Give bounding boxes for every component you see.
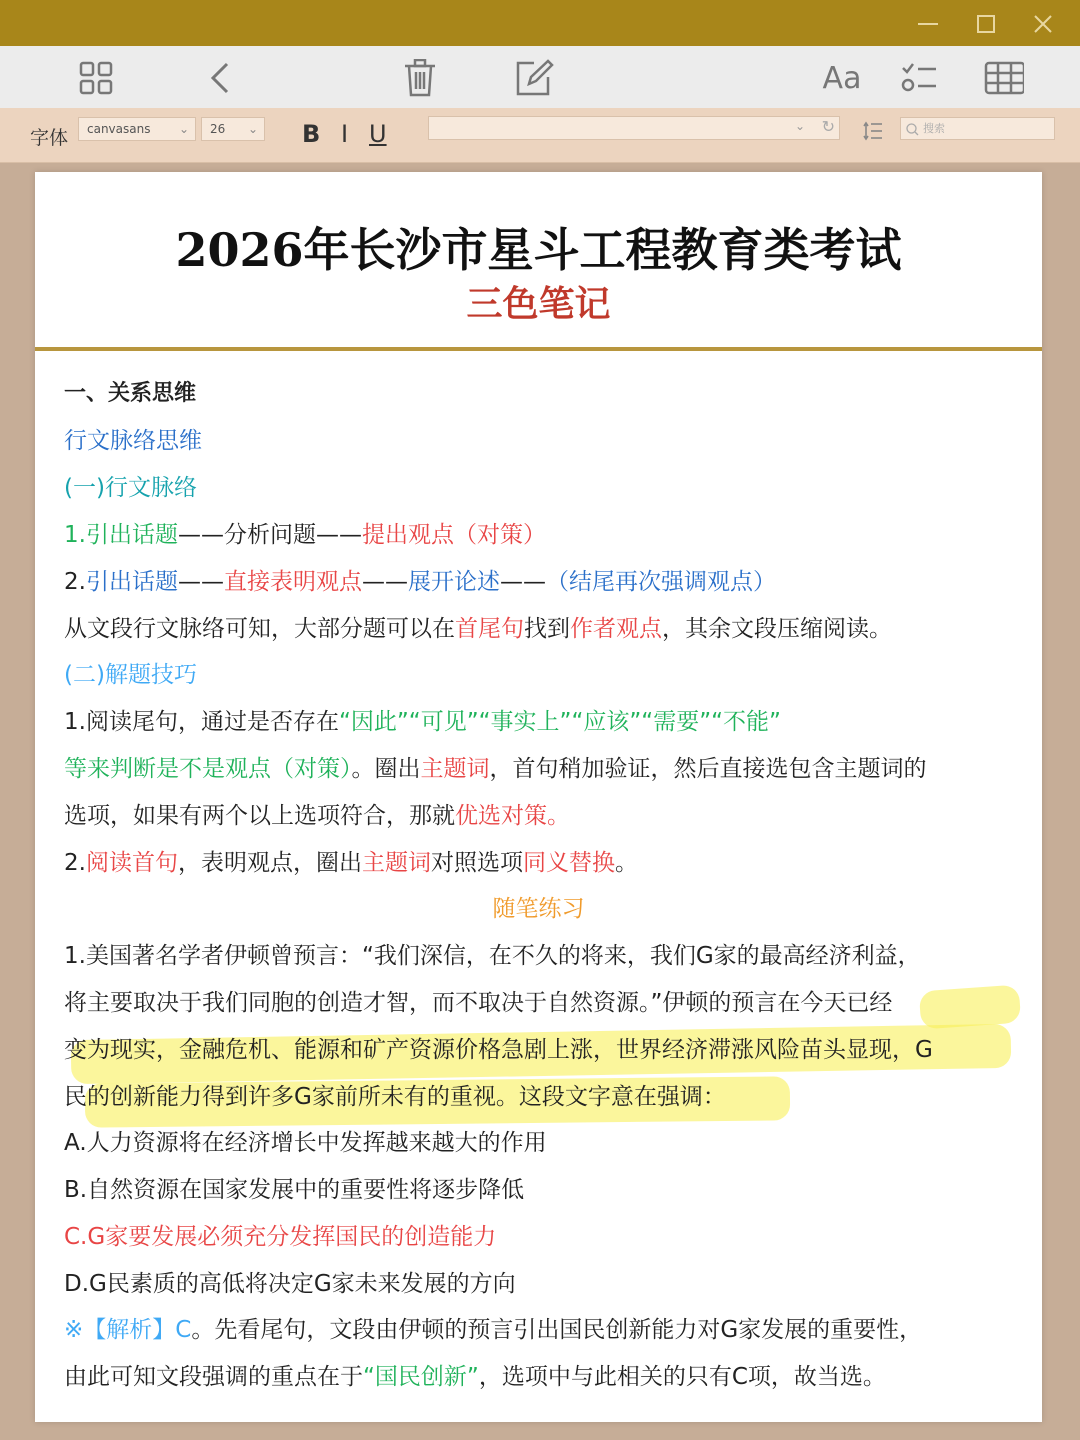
topic-heading: 行文脉络思维 — [64, 428, 202, 454]
text-span: —— — [361, 569, 408, 595]
search-placeholder: 搜索 — [923, 122, 945, 135]
tip-line-4 — [64, 847, 638, 879]
main-toolbar — [0, 46, 1080, 108]
table-icon[interactable] — [984, 58, 1024, 98]
document-subtitle: 三色笔记 — [466, 283, 611, 325]
document-page[interactable] — [35, 172, 1042, 1422]
text-span: —— — [177, 569, 224, 595]
highlight-mark — [919, 985, 1021, 1030]
section-heading: 一、关系思维 — [64, 381, 197, 406]
text-span: ——分析问题—— — [177, 522, 362, 548]
text-span: 。 — [614, 850, 638, 876]
text-span: （结尾再次强调观点） — [545, 569, 776, 595]
question-line-3: 变为现实，金融危机、能源和矿产资源价格急剧上涨，世界经济滞涨风险苗头显现，G — [64, 1037, 933, 1063]
line-spacing-icon[interactable] — [862, 120, 884, 146]
refresh-icon[interactable]: ↻ — [821, 117, 835, 136]
search-input[interactable] — [900, 117, 1055, 140]
text-span: 引出话题 — [85, 569, 178, 595]
text-span: 优选对策。 — [455, 803, 570, 829]
question-line-2: 将主要取决于我们同胞的创造才智，而不取决于自然资源。”伊顿的预言在今天已经 — [64, 990, 893, 1016]
edit-icon[interactable] — [514, 58, 554, 98]
minimize-icon[interactable] — [912, 8, 944, 40]
text-span: 展开论述 — [407, 569, 500, 595]
text-span: 。圈出 — [351, 756, 421, 782]
text-span: 。先看尾句，文段由伊顿的预言引出国民创新能力对G家发展的重要性， — [191, 1317, 923, 1343]
font-size-select[interactable] — [201, 117, 265, 141]
text-span: 找到 — [524, 616, 570, 642]
italic-button[interactable]: I — [341, 120, 349, 148]
subsection-heading: (二)解题技巧 — [64, 662, 197, 688]
text-span: ，表明观点，圈出 — [177, 850, 362, 876]
tip-line-3 — [64, 800, 570, 832]
question-line-1: 1.美国著名学者伊顿曾预言：“我们深信，在不久的将来，我们G家的最高经济利益， — [64, 943, 921, 969]
text-span: 主题词 — [361, 850, 431, 876]
option-d: D.G民素质的高低将决定G家未来发展的方向 — [64, 1271, 516, 1297]
text-span: 对照选项 — [430, 850, 523, 876]
text-span: 同义替换 — [522, 850, 615, 876]
text-span: —— — [499, 569, 546, 595]
back-chevron-icon[interactable] — [200, 58, 240, 98]
font-family-select[interactable] — [78, 117, 196, 141]
font-family-value: canvasans — [87, 122, 151, 136]
practice-heading: 随笔练习 — [492, 896, 585, 922]
text-span: ，首句稍加验证，然后直接选包含主题词的 — [489, 756, 927, 782]
outline-line-2 — [64, 566, 776, 598]
text-span: 首尾句 — [455, 616, 524, 642]
text-span: ，其余文段压缩阅读。 — [662, 616, 892, 642]
text-span: 主题词 — [420, 756, 490, 782]
text-span: 等来判断是不是观点（对策） — [64, 756, 352, 782]
title-divider — [35, 347, 1042, 351]
tip-line-1 — [64, 706, 781, 738]
option-a: A.人力资源将在经济增长中发挥越来越大的作用 — [64, 1130, 547, 1156]
explanation-line-1 — [64, 1314, 922, 1346]
font-label: 字体 — [30, 127, 69, 149]
text-span: 直接表明观点 — [223, 569, 362, 595]
maximize-icon[interactable] — [970, 8, 1002, 40]
text-span: 从文段行文脉络可知，大部分题可以在 — [64, 616, 455, 642]
text-span: “因此”“可见”“事实上”“应该”“需要”“不能” — [338, 709, 781, 735]
close-icon[interactable] — [1027, 8, 1059, 40]
text-span: 选项，如果有两个以上选项符合，那就 — [64, 803, 455, 829]
explanation-line-2 — [64, 1361, 886, 1393]
text-span: ，选项中与此相关的只有C项，故当选。 — [478, 1364, 886, 1390]
text-span: “国民创新” — [363, 1364, 479, 1390]
outline-line-3 — [64, 613, 892, 645]
text-span: 1.引出话题 — [64, 522, 178, 548]
outline-line-1 — [64, 519, 546, 551]
checklist-icon[interactable] — [899, 58, 939, 98]
option-b: B.自然资源在国家发展中的重要性将逐步降低 — [64, 1177, 525, 1203]
trash-icon[interactable] — [400, 58, 440, 98]
subsection-heading: (一)行文脉络 — [64, 475, 197, 501]
text-span: 由此可知文段强调的重点在于 — [64, 1364, 363, 1390]
style-combo-input[interactable] — [428, 116, 840, 140]
grid-icon[interactable] — [76, 58, 116, 98]
text-span: 2. — [64, 569, 86, 595]
chevron-down-icon: ⌄ — [178, 122, 189, 136]
chevron-down-icon: ⌄ — [247, 122, 258, 136]
font-size-button[interactable]: Aa — [822, 60, 862, 96]
search-icon — [906, 122, 919, 143]
underline-button[interactable]: U — [369, 120, 387, 148]
text-span: ※【解析】C — [64, 1317, 192, 1343]
chevron-down-icon: ⌄ — [794, 119, 805, 133]
bold-button[interactable]: B — [302, 120, 321, 148]
document-title: 2026年长沙市星斗工程教育类考试 — [175, 223, 902, 277]
text-span: 阅读首句 — [85, 850, 178, 876]
text-span: 2. — [64, 850, 86, 876]
tip-line-2 — [64, 753, 927, 785]
text-span: 1.阅读尾句，通过是否存在 — [64, 709, 339, 735]
question-line-4: 民的创新能力得到许多G家前所未有的重视。这段文字意在强调： — [64, 1084, 726, 1110]
window-titlebar — [0, 0, 1080, 46]
text-span: 作者观点 — [570, 616, 662, 642]
font-size-value: 26 — [210, 122, 226, 136]
option-c: C.G家要发展必须充分发挥国民的创造能力 — [64, 1224, 497, 1250]
text-span: 提出观点（对策） — [361, 522, 546, 548]
